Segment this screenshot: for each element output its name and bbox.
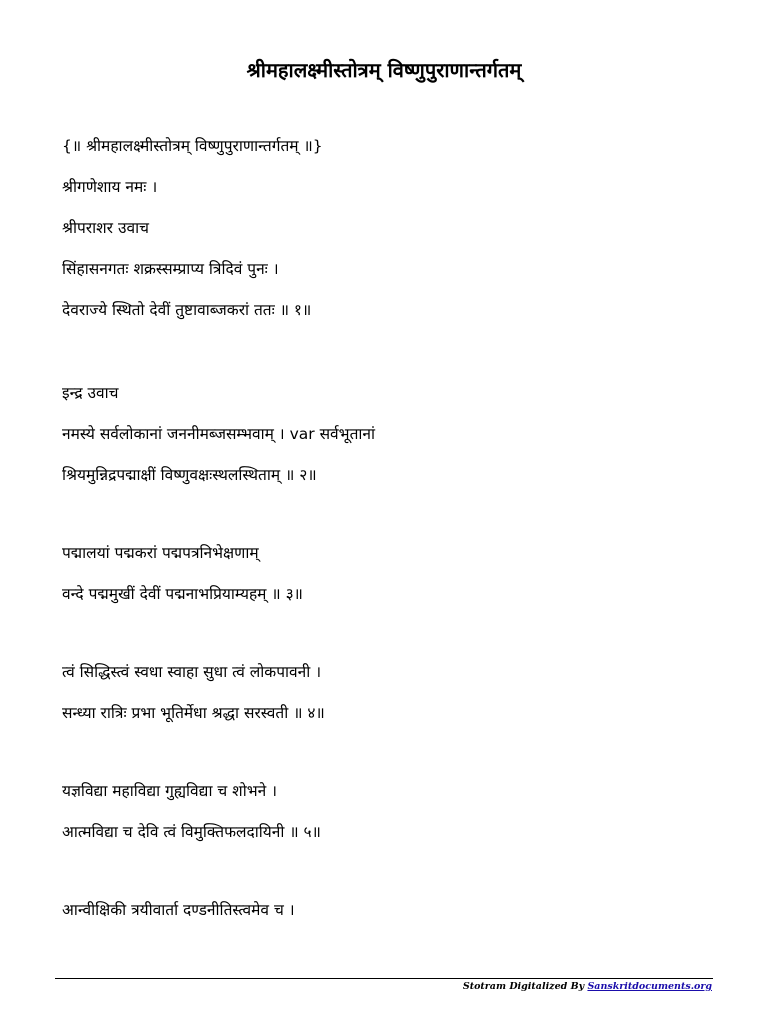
verse-line: यज्ञविद्या महाविद्या गुह्यविद्या च शोभने । <box>62 782 278 800</box>
footer-link[interactable]: Sanskritdocuments.org <box>587 981 712 992</box>
invocation-line: श्रीगणेशाय नमः । <box>62 178 158 196</box>
speaker-line: श्रीपराशर उवाच <box>62 219 149 237</box>
verse-line: त्वं सिद्धिस्त्वं स्वधा स्वाहा सुधा त्वं लोकपावनी । <box>62 663 322 681</box>
verse-line: आन्वीक्षिकी त्रयीवार्ता दण्डनीतिस्त्वमेव च । <box>62 901 295 919</box>
footer-prefix: Stotram Digitalized By <box>462 981 588 992</box>
verse-line: देवराज्ये स्थितो देवीं तुष्टावाब्जकरां ततः ॥ १॥ <box>62 301 312 319</box>
verse-line: श्रियमुन्निद्रपद्माक्षीं विष्णुवक्षःस्थलस्थिताम् ॥ २॥ <box>62 466 317 484</box>
speaker-line: इन्द्र उवाच <box>62 384 119 402</box>
verse-line: नमस्ये सर्वलोकानां जननीमब्जसम्भवाम् । var सर्वभूतानां <box>62 425 376 443</box>
verse-line: सन्ध्या रात्रिः प्रभा भूतिर्मेधा श्रद्धा सरस्वती ॥ ४॥ <box>62 704 325 722</box>
footer-divider <box>55 978 713 979</box>
verse-line: सिंहासनगतः शक्रस्सम्प्राप्य त्रिदिवं पुनः । <box>62 260 279 278</box>
heading-line: {॥ श्रीमहालक्ष्मीस्तोत्रम् विष्णुपुराणान्तर्गतम् ॥} <box>62 137 323 155</box>
verse-line: आत्मविद्या च देवि त्वं विमुक्तिफलदायिनी ॥ ५॥ <box>62 823 321 841</box>
footer-credit <box>463 980 712 994</box>
verse-body <box>62 126 722 931</box>
verse-line: वन्दे पद्ममुखीं देवीं पद्मनाभप्रियाम्यहम् ॥ ३॥ <box>62 585 303 603</box>
page-title: श्रीमहालक्ष्मीस्तोत्रम् विष्णुपुराणान्तर्गतम् <box>246 58 522 82</box>
verse-line: पद्मालयां पद्मकरां पद्मपत्रनिभेक्षणाम् <box>62 544 259 562</box>
